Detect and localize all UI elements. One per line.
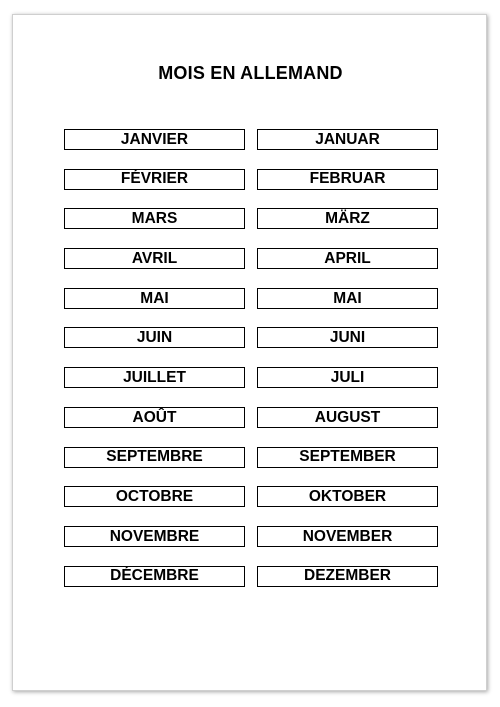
french-month-cell: MARS xyxy=(64,208,245,229)
french-month-cell: NOVEMBRE xyxy=(64,526,245,547)
french-month-cell: MAI xyxy=(64,288,245,309)
months-table xyxy=(64,129,439,587)
worksheet-page xyxy=(12,14,487,691)
french-month-cell: AOÛT xyxy=(64,407,245,428)
french-month-cell: JUIN xyxy=(64,327,245,348)
french-month-cell: AVRIL xyxy=(64,248,245,269)
german-month-cell: JANUAR xyxy=(257,129,438,150)
german-month-cell: SEPTEMBER xyxy=(257,447,438,468)
german-month-cell: NOVEMBER xyxy=(257,526,438,547)
german-month-cell: AUGUST xyxy=(257,407,438,428)
french-month-cell: JUILLET xyxy=(64,367,245,388)
german-month-cell: FEBRUAR xyxy=(257,169,438,190)
german-month-cell: OKTOBER xyxy=(257,486,438,507)
german-month-cell: JULI xyxy=(257,367,438,388)
french-month-cell: DÉCEMBRE xyxy=(64,566,245,587)
german-month-cell: MAI xyxy=(257,288,438,309)
french-month-cell: JANVIER xyxy=(64,129,245,150)
page-title: MOIS EN ALLEMAND xyxy=(158,63,343,83)
french-month-cell: OCTOBRE xyxy=(64,486,245,507)
french-month-cell: SEPTEMBRE xyxy=(64,447,245,468)
german-month-cell: JUNI xyxy=(257,327,438,348)
german-month-cell: MÄRZ xyxy=(257,208,438,229)
french-month-cell: FÉVRIER xyxy=(64,169,245,190)
german-month-cell: DEZEMBER xyxy=(257,566,438,587)
german-month-cell: APRIL xyxy=(257,248,438,269)
